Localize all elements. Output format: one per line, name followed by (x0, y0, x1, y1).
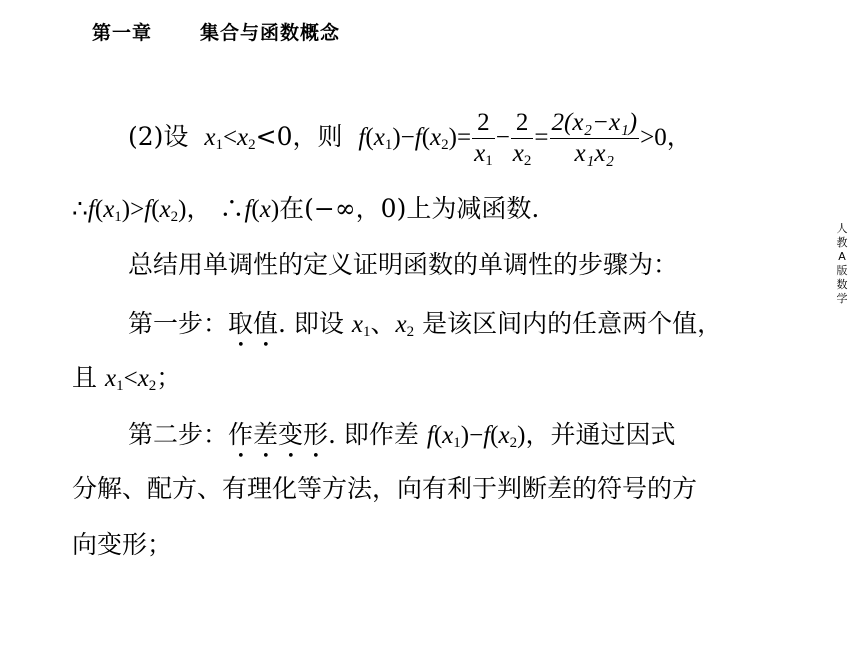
fraction-difference: $\frac{\text{2(x₂−x₁)}}{\text{x₁x₂}}$ (551, 109, 638, 167)
chapter-number: 第一章 (92, 22, 153, 44)
text-line-3: 总结用单调性的定义证明函数的单调性的步骤为： (128, 250, 679, 279)
text-line-4: 第一步：取值. 即设 $x_1$、$x_2$ 是该区间内的任意两个值， (128, 309, 723, 340)
text-line-5: 且 $x_1<x_2$； (72, 363, 182, 394)
text-line-8: 向变形； (72, 530, 173, 559)
emphasized-term: 取值 (228, 309, 279, 338)
emphasized-term: 作差变形 (228, 420, 329, 449)
side-label (832, 222, 852, 306)
chapter-header (92, 18, 340, 45)
fraction-2-over-x2: $\frac{2}{x_2}$ (512, 109, 532, 169)
side-char: A (838, 250, 846, 263)
text-line-7: 分解、配方、有理化等方法，向有利于判断差的符号的方 (72, 474, 698, 503)
text-line-1: (2)设 $x_1<x_2<0$，则 $f(x_1)-f(x_2)=$ $\frac{2}{x_1}$ − $\frac{2}{x_2}$ = $\frac{\text{2(x₂−x₁)}}{\text{x₁x₂}}$ >0， (128, 109, 692, 169)
chapter-title: 集合与函数概念 (200, 22, 341, 44)
side-char: 学 (836, 292, 848, 305)
text-line-6: 第二步：作差变形. 即作差 $f(x_1)-f(x_2)$，并通过因式 (128, 420, 676, 451)
side-char: 人 (836, 222, 848, 235)
side-char: 版 (836, 264, 848, 277)
fraction-2-over-x1: $\frac{2}{x_1}$ (474, 109, 493, 169)
side-char: 教 (836, 236, 848, 249)
text-line-2: $\therefore f(x_1)>f(x_2)$， ∴f(x)在(−∞，0)上为减函数. (72, 194, 540, 225)
side-char: 数 (836, 278, 848, 291)
